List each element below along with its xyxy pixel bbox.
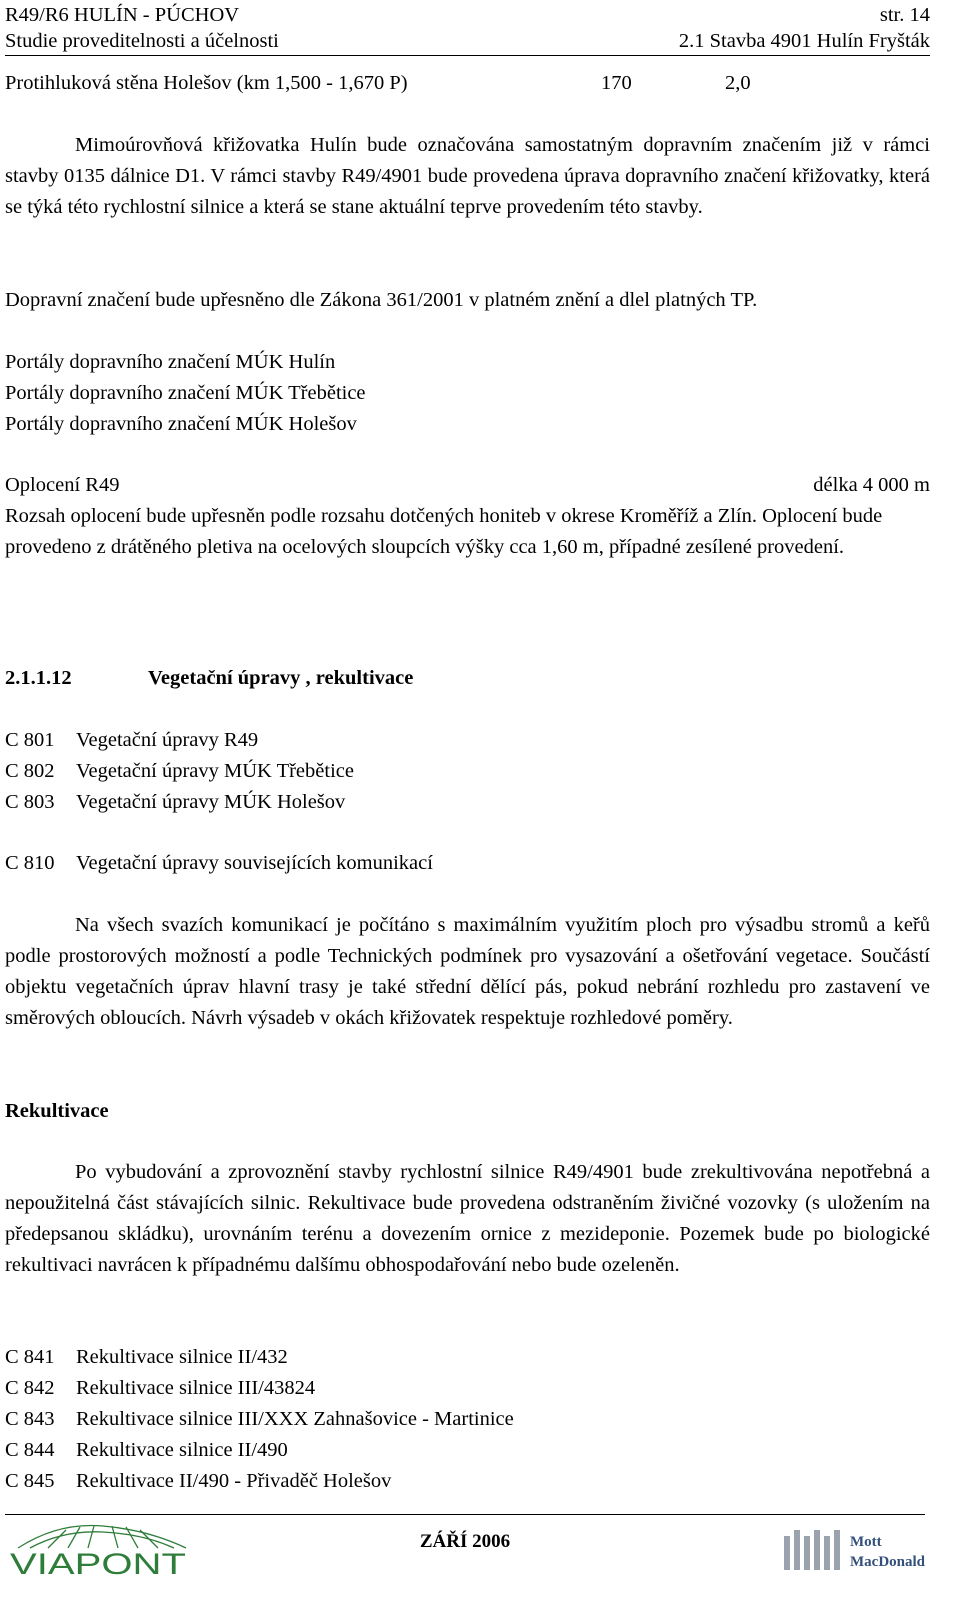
item-code: C 801 (5, 729, 55, 751)
section-heading (5, 663, 930, 694)
item-code: C 841 (5, 1346, 55, 1368)
item-code: C 842 (5, 1377, 55, 1399)
item-label: Rekultivace silnice III/43824 (76, 1377, 316, 1399)
item-code: C 844 (5, 1439, 55, 1461)
mott-logo-text: Mott (850, 1534, 882, 1550)
list-item (5, 848, 930, 879)
header-section: 2.1 Stavba 4901 Hulín Fryšták (678, 30, 930, 52)
list-item (5, 1404, 930, 1435)
noise-wall-length: 170 (601, 72, 632, 94)
noise-wall-row (5, 68, 930, 99)
header-row-top (5, 2, 930, 28)
portals-list (5, 347, 930, 440)
item-label: Vegetační úpravy souvisejících komunikací (76, 852, 433, 874)
header-page-number: str. 14 (879, 4, 930, 26)
item-label: Vegetační úpravy R49 (76, 729, 259, 751)
noise-wall-height: 2,0 (725, 72, 751, 94)
fence-length: délka 4 000 m (813, 474, 930, 496)
macdonald-logo-text: MacDonald (850, 1554, 925, 1570)
footer-date: ZÁŘÍ 2006 (419, 1531, 511, 1552)
header-row-bottom (5, 28, 930, 56)
item-label: Rekultivace silnice II/432 (76, 1346, 288, 1368)
list-item (5, 1466, 930, 1497)
portal-item: Portály dopravního značení MÚK Hulín (5, 351, 336, 373)
item-label: Rekultivace silnice II/490 (76, 1439, 288, 1461)
portal-item: Portály dopravního značení MÚK Holešov (5, 413, 357, 435)
fence-row (5, 470, 930, 501)
list-item (5, 1435, 930, 1466)
rekultivace-list (5, 1342, 930, 1497)
mott-macdonald-logo (780, 1522, 930, 1574)
list-item (5, 1342, 930, 1373)
fence-description: Rozsah oplocení bude upřesněn podle rozsahu dotčených honiteb v okrese Kroměříž a Zlín. Oplocení bude provedeno z drátěného pletiva na ocelových sloupcích výšky cca 1,60 m, případné zesílené provedení. (5, 505, 883, 558)
header-study: Studie proveditelnosti a účelnosti (5, 30, 279, 52)
list-item (5, 756, 930, 787)
header-project: R49/R6 HULÍN - PÚCHOV (5, 4, 240, 26)
rekultivace-heading: Rekultivace (5, 1100, 109, 1122)
item-code: C 845 (5, 1470, 55, 1492)
vegetation-list (5, 725, 930, 818)
item-label: Rekultivace silnice III/XXX Zahnašovice - Martinice (76, 1408, 514, 1430)
noise-wall-name: Protihluková stěna Holešov (km 1,500 - 1,670 P) (5, 72, 408, 94)
paragraph-interchange-signage: Mimoúrovňová křižovatka Hulín bude označována samostatným dopravním značením již v rámci stavby 0135 dálnice D1. V rámci stavby R49/4901 bude provedena úprava dopravního značení křižovatky, která se týká této rychlostní silnice a která se stane aktuální teprve provedením této stavby. (5, 134, 930, 218)
item-label: Rekultivace II/490 - Přivaděč Holešov (76, 1470, 392, 1492)
fence-label: Oplocení R49 (5, 474, 120, 496)
list-item (5, 787, 930, 818)
page-footer (0, 1512, 960, 1617)
portal-item: Portály dopravního značení MÚK Třebětice (5, 382, 366, 404)
section-title: Vegetační úpravy , rekultivace (148, 667, 414, 689)
item-label: Vegetační úpravy MÚK Holešov (76, 791, 346, 813)
viapont-logo-text: VIAPONT (10, 1548, 186, 1578)
item-label: Vegetační úpravy MÚK Třebětice (76, 760, 354, 782)
paragraph-signage-law: Dopravní značení bude upřesněno dle Zákona 361/2001 v platném znění a dlel platných TP. (5, 289, 758, 311)
paragraph-rekultivace: Po vybudování a zprovoznění stavby rychlostní silnice R49/4901 bude zrekultivována nepotřebná a nepoužitelná část stávajících silnic. Rekultivace bude provedena odstraněním živičné vozovky (s uložením na předepsanou skládku), urovnáním terénu a dovezením ornice z mezideponie. Pozemek bude po biologické rekultivaci navrácen k případnému dalšímu obhospodařování nebo bude ozeleněn. (5, 1161, 930, 1276)
list-item (5, 1373, 930, 1404)
section-number: 2.1.1.12 (5, 667, 72, 689)
item-code: C 843 (5, 1408, 55, 1430)
item-code: C 802 (5, 760, 55, 782)
footer-divider (5, 1514, 925, 1515)
list-item (5, 725, 930, 756)
item-code: C 810 (5, 852, 55, 874)
document-page (5, 0, 930, 1492)
item-code: C 803 (5, 791, 55, 813)
fence-block (5, 470, 930, 563)
paragraph-vegetation: Na všech svazích komunikací je počítáno s maximálním využitím ploch pro výsadbu stromů a keřů podle prostorových možností a podle Technických podmínek pro vysazování a ošetřování vegetace. Součástí objektu vegetačních úprav hlavní trasy je také střední dělící pás, pokud nebrání rozhledu pro zastavení ve směrových obloucích. Návrh výsadeb v okách křižovatek respektuje rozhledové poměry. (5, 914, 930, 1029)
